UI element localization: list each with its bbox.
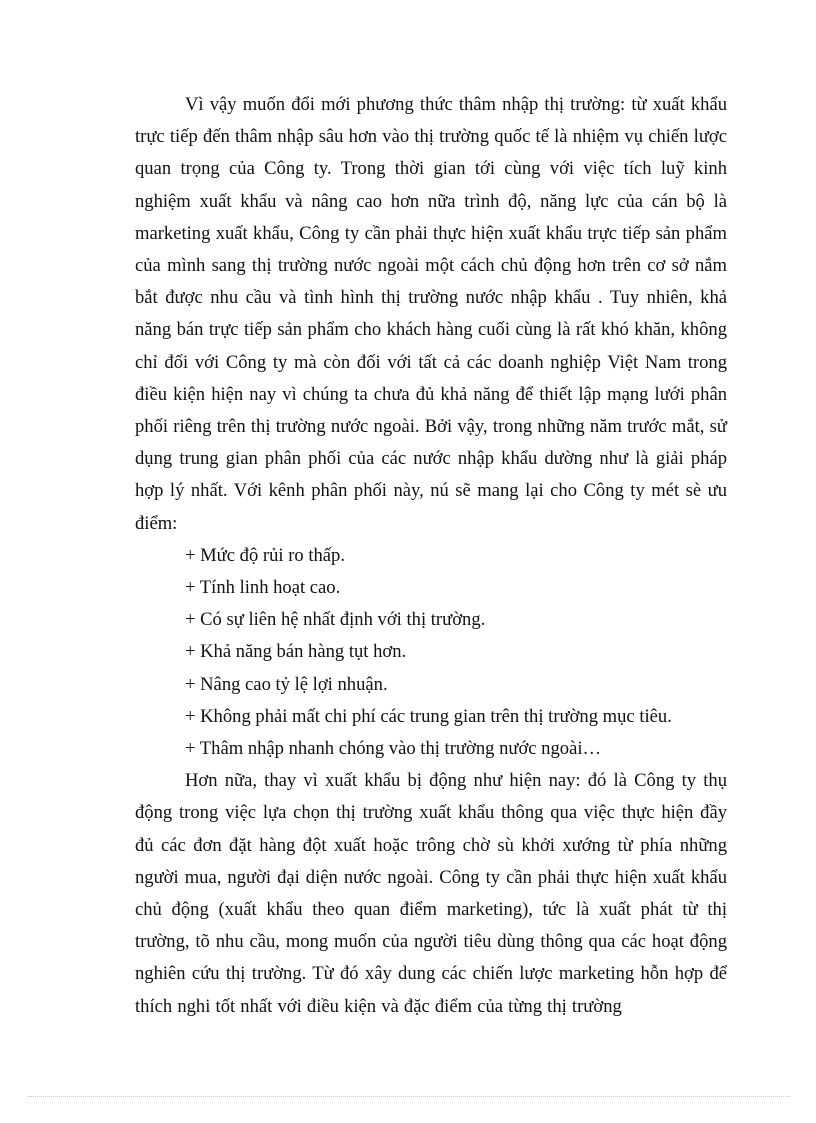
list-item: + Nâng cao tỷ lệ lợi nhuận. (185, 673, 388, 695)
list-item: + Tính linh hoạt cao. (185, 577, 341, 599)
list-item: + Có sự liên hệ nhất định với thị trường. (185, 609, 486, 631)
list-item: + Mức độ rủi ro thấp. (185, 544, 345, 566)
list-item: + Khả năng bán hàng tụt hơn. (185, 641, 407, 663)
advantages-list (135, 540, 727, 765)
list-item: + Không phải mất chi phí các trung gian trên thị trường mục tiêu. (185, 705, 672, 727)
paragraph-conclusion: Hơn nữa, thay vì xuất khẩu bị động như hiện nay: đó là Công ty thụ động trong việc lựa chọn thị trường xuất khẩu thông qua việc thực hiện đầy đủ các đơn đặt hàng đột xuất hoặc trông chờ sù khởi xướng từ phía những người mua, người đại diện nước ngoài. Công ty cần phải thực hiện xuất khẩu chủ động (xuất khẩu theo quan điểm marketing), tức là xuất phát từ thị trường, tõ nhu cầu, mong muốn của người tiêu dùng thông qua các hoạt động nghiên cứu thị trường. Từ đó xây dung các chiến lược marketing hỗn hợp để thích nghi tốt nhất với điều kiện và đặc điểm của từng thị trường (135, 770, 727, 1017)
page-bottom-border (28, 1096, 790, 1097)
list-item: + Thâm nhập nhanh chóng vào thị trường nước ngoài… (185, 738, 602, 760)
paragraph-intro: Vì vậy muốn đổi mới phương thức thâm nhập thị trường: từ xuất khẩu trực tiếp đến thâm nhập sâu hơn vào thị trường quốc tế là nhiệm vụ chiến lược quan trọng của Công ty. Trong thời gian tới cùng với việc tích luỹ kinh nghiệm xuất khẩu và nâng cao hơn nữa trình độ, năng lực của cán bộ là marketing xuất khẩu, Công ty cần phải thực hiện xuất khẩu trực tiếp sản phẩm của mình sang thị trường nước ngoài một cách chủ động hơn trên cơ sở nắm bắt được nhu cầu và tình hình thị trường nước nhập khẩu . Tuy nhiên, khả năng bán trực tiếp sản phẩm cho khách hàng cuối cùng là rất khó khăn, không chỉ đối với Công ty mà còn đối với tất cả các doanh nghiệp Việt Nam trong điều kiện hiện nay vì chúng ta chưa đủ khả năng để thiết lập mạng lưới phân phối riêng trên thị trường nước ngoài. Bởi vậy, trong những năm trước mắt, sử dụng trung gian phân phối của các nước nhập khẩu dường như là giải pháp hợp lý nhất. Với kênh phân phối này, nú sẽ mang lại cho Công ty mét sè ưu điểm: (135, 94, 727, 534)
document-body (135, 89, 727, 1023)
